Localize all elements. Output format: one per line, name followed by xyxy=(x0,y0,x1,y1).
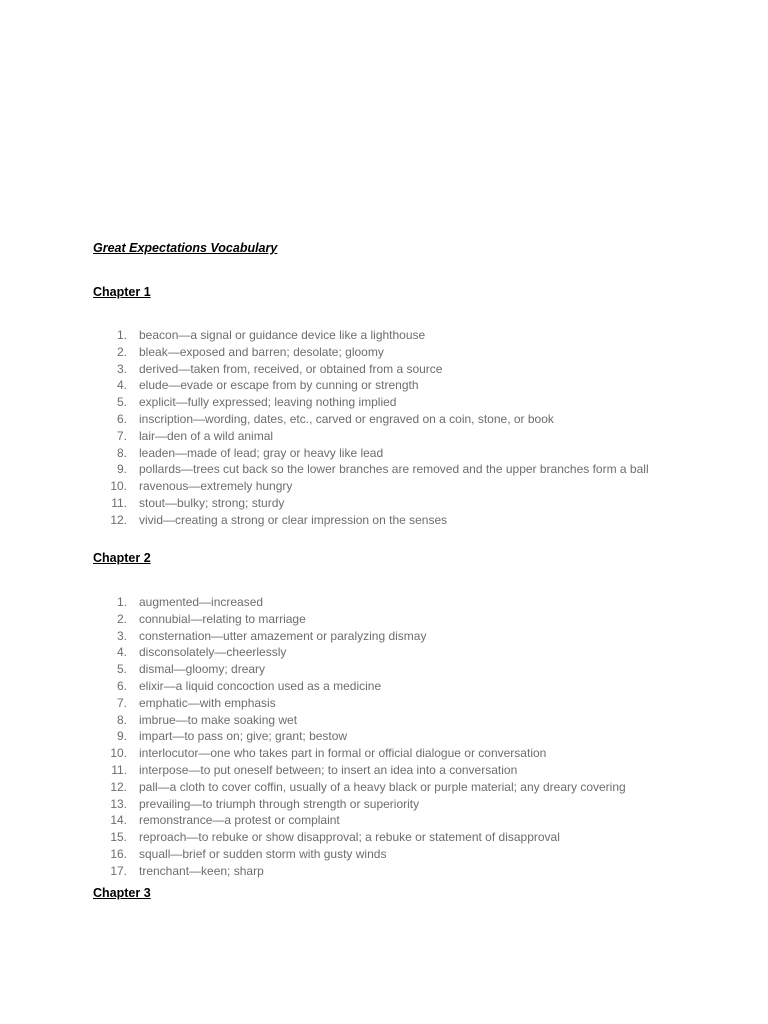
vocab-item-number: 9. xyxy=(116,462,127,477)
vocab-item-definition: elixir—a liquid concoction used as a medicine xyxy=(139,678,382,693)
vocab-item-definition: derived—taken from, received, or obtained from a source xyxy=(139,361,443,376)
vocab-item xyxy=(0,594,768,611)
vocab-item-definition: consternation—utter amazement or paralyzing dismay xyxy=(139,628,427,643)
chapter-heading: Chapter 3 xyxy=(93,886,151,900)
vocab-item-definition: stout—bulky; strong; sturdy xyxy=(139,495,285,510)
vocab-item xyxy=(0,644,768,661)
vocab-item-number: 12. xyxy=(110,779,127,794)
vocab-item xyxy=(0,411,768,428)
vocab-item-number: 16. xyxy=(110,846,127,861)
vocab-item-number: 2. xyxy=(116,611,127,626)
vocab-item-number: 10. xyxy=(110,479,127,494)
vocab-item-definition: leaden—made of lead; gray or heavy like lead xyxy=(139,445,384,460)
vocab-item xyxy=(0,829,768,846)
vocab-item-definition: reproach—to rebuke or show disapproval; a rebuke or statement of disapproval xyxy=(139,830,560,845)
vocab-item-number: 12. xyxy=(110,512,127,527)
vocab-item-definition: elude—evade or escape from by cunning or strength xyxy=(139,378,419,393)
vocab-item-definition: pollards—trees cut back so the lower branches are removed and the upper branches form a ball xyxy=(139,462,649,477)
vocab-item-number: 1. xyxy=(116,595,127,609)
vocab-item-definition: pall—a cloth to cover coffin, usually of a heavy black or purple material; any dreary covering xyxy=(139,779,626,794)
vocab-item-definition: bleak—exposed and barren; desolate; gloomy xyxy=(139,344,384,359)
vocab-item-number: 7. xyxy=(116,428,127,443)
vocab-item-number: 3. xyxy=(116,361,127,376)
vocab-item-number: 1. xyxy=(116,328,127,342)
vocab-item xyxy=(0,712,768,729)
vocab-item xyxy=(0,428,768,445)
vocab-item xyxy=(0,495,768,512)
vocab-item-definition: explicit—fully expressed; leaving nothing implied xyxy=(139,395,397,410)
vocab-item-definition: beacon—a signal or guidance device like a lighthouse xyxy=(139,328,426,342)
vocab-item-number: 5. xyxy=(116,662,127,677)
vocab-item xyxy=(0,678,768,695)
vocab-item xyxy=(0,512,768,529)
vocab-item-number: 13. xyxy=(110,796,127,811)
vocab-item-number: 15. xyxy=(110,830,127,845)
vocab-item xyxy=(0,445,768,462)
vocab-item-definition: emphatic—with emphasis xyxy=(139,695,276,710)
vocab-item-number: 2. xyxy=(116,344,127,359)
vocab-item-definition: squall—brief or sudden storm with gusty winds xyxy=(139,846,387,861)
vocab-item-number: 4. xyxy=(116,378,127,393)
vocab-item-definition: prevailing—to triumph through strength or superiority xyxy=(139,796,420,811)
vocab-item-number: 5. xyxy=(116,395,127,410)
vocab-item-number: 8. xyxy=(116,712,127,727)
vocab-item-number: 9. xyxy=(116,729,127,744)
vocab-item xyxy=(0,344,768,361)
vocab-item-definition: vivid—creating a strong or clear impression on the senses xyxy=(139,512,448,527)
vocab-list xyxy=(0,594,768,880)
vocab-item-definition: trenchant—keen; sharp xyxy=(139,863,264,878)
chapter-heading: Chapter 1 xyxy=(93,285,151,299)
vocab-item-number: 11. xyxy=(111,495,127,510)
vocab-item xyxy=(0,846,768,863)
vocab-item xyxy=(0,377,768,394)
vocab-item-number: 8. xyxy=(116,445,127,460)
vocab-item-definition: inscription—wording, dates, etc., carved or engraved on a coin, stone, or book xyxy=(139,411,554,426)
vocab-item-number: 4. xyxy=(116,645,127,660)
vocab-item-definition: disconsolately—cheerlessly xyxy=(139,645,287,660)
vocab-item xyxy=(0,745,768,762)
vocab-item-definition: interpose—to put oneself between; to insert an idea into a conversation xyxy=(139,762,518,777)
vocab-item xyxy=(0,661,768,678)
vocab-item-definition: imbrue—to make soaking wet xyxy=(139,712,298,727)
document-title: Great Expectations Vocabulary xyxy=(93,241,278,255)
vocab-item-definition: connubial—relating to marriage xyxy=(139,611,306,626)
vocab-item xyxy=(0,327,768,344)
vocab-item-number: 10. xyxy=(110,746,127,761)
vocab-item-number: 7. xyxy=(116,695,127,710)
vocab-item-number: 17. xyxy=(110,863,127,878)
vocab-item-number: 6. xyxy=(116,678,127,693)
vocab-item-definition: ravenous—extremely hungry xyxy=(139,479,293,494)
vocab-item-definition: impart—to pass on; give; grant; bestow xyxy=(139,729,348,744)
vocab-item-definition: dismal—gloomy; dreary xyxy=(139,662,266,677)
vocab-item-definition: augmented—increased xyxy=(139,595,264,609)
vocab-item xyxy=(0,728,768,745)
vocab-item-number: 6. xyxy=(116,411,127,426)
vocab-item xyxy=(0,762,768,779)
vocab-item xyxy=(0,796,768,813)
vocab-item xyxy=(0,361,768,378)
vocab-item-definition: remonstrance—a protest or complaint xyxy=(139,813,340,828)
vocab-item xyxy=(0,695,768,712)
chapter-heading: Chapter 2 xyxy=(93,551,151,565)
vocab-item xyxy=(0,461,768,478)
vocab-item xyxy=(0,812,768,829)
vocab-item xyxy=(0,611,768,628)
vocab-item xyxy=(0,863,768,880)
vocab-list xyxy=(0,327,768,529)
vocab-item-number: 3. xyxy=(116,628,127,643)
vocab-item xyxy=(0,628,768,645)
vocab-item-number: 14. xyxy=(110,813,127,828)
vocab-item-definition: lair—den of a wild animal xyxy=(139,428,274,443)
vocab-item-number: 11. xyxy=(111,762,127,777)
vocab-item xyxy=(0,394,768,411)
vocab-item xyxy=(0,478,768,495)
vocab-item xyxy=(0,779,768,796)
vocab-item-definition: interlocutor—one who takes part in formal or official dialogue or conversation xyxy=(139,746,547,761)
